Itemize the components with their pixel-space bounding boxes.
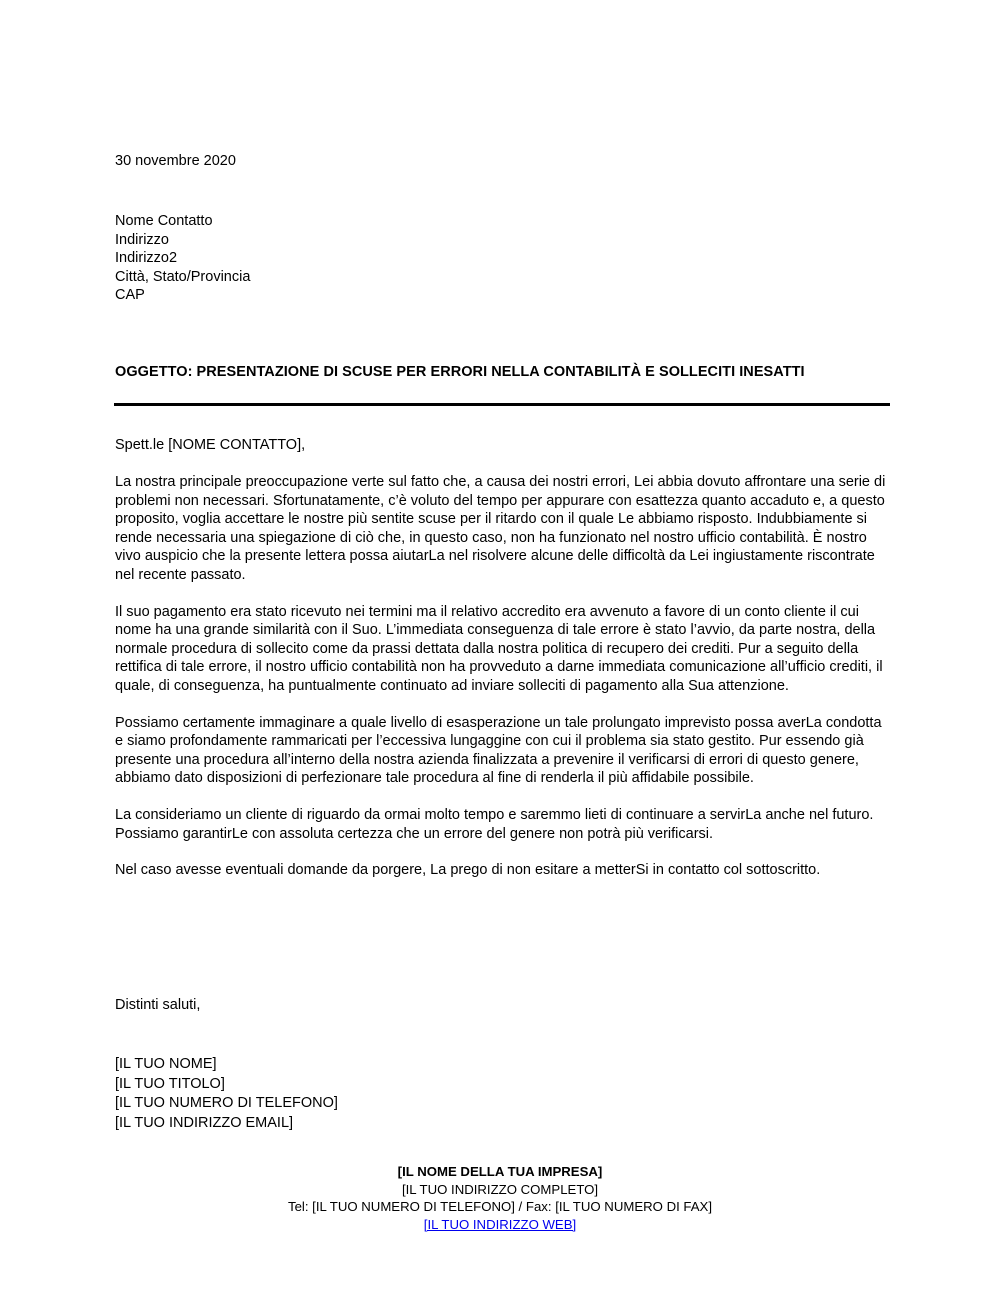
body-paragraph: La consideriamo un cliente di riguardo da ormai molto tempo e saremmo lieti di continuare a servirLa anche nel futuro. Possiamo garantirLe con assoluta certezza che un errore del genere non potrà più verificarsi. bbox=[115, 806, 874, 842]
letterhead-footer bbox=[0, 1163, 1000, 1233]
closing-line: Distinti saluti, bbox=[115, 997, 201, 1013]
subject-divider-rule bbox=[114, 403, 890, 406]
salutation: Spett.le [NOME CONTATTO], bbox=[115, 437, 306, 453]
letter-date: 30 novembre 2020 bbox=[115, 153, 236, 169]
footer-website-link[interactable]: [IL TUO INDIRIZZO WEB] bbox=[423, 1216, 577, 1232]
body-paragraph: Possiamo certamente immaginare a quale livello di esasperazione un tale prolungato imprevisto possa averLa condotta e siamo profondamente rammaricati per l’eccessiva lungaggine con cui il problema sia stato gestito. Pur essendo già presente una procedura all’interno della nostra azienda finalizzata a prevenire il verificarsi di errori di questo genere, abbiamo dato disposizioni di perfezionare tale procedura al fine di renderla il più affidabile possibile. bbox=[115, 714, 882, 787]
signature-name: [IL TUO NOME] bbox=[115, 1056, 217, 1072]
recipient-line-city-state: Città, Stato/Provincia bbox=[115, 268, 251, 285]
recipient-line-address1: Indirizzo bbox=[115, 231, 169, 248]
recipient-line-name: Nome Contatto bbox=[115, 213, 213, 229]
recipient-line-address2: Indirizzo2 bbox=[115, 250, 178, 266]
signature-title: [IL TUO TITOLO] bbox=[115, 1075, 225, 1092]
signature-email: [IL TUO INDIRIZZO EMAIL] bbox=[115, 1114, 294, 1131]
signature-phone: [IL TUO NUMERO DI TELEFONO] bbox=[115, 1095, 338, 1111]
footer-company-name: [IL NOME DELLA TUA IMPRESA] bbox=[397, 1164, 603, 1179]
body-paragraph: Il suo pagamento era stato ricevuto nei termini ma il relativo accredito era avvenuto a favore di un conto cliente il cui nome ha una grande similarità con il Suo. L’immediata conseguenza di tale errore è stato l’avvio, da parte nostra, della normale procedura di sollecito come da prassi dettata dalla nostra politica di recupero dei crediti. Pur a seguito della rettifica di tale errore, il nostro ufficio contabilità non ha provveduto a darne immediata comunicazione all’ufficio crediti, il quale, di conseguenza, ha puntualmente continuato ad inviare solleciti di pagamento alla Sua attenzione. bbox=[115, 603, 883, 694]
footer-company-address: [IL TUO INDIRIZZO COMPLETO] bbox=[401, 1181, 599, 1197]
recipient-address-block bbox=[115, 212, 250, 305]
recipient-line-postal-code: CAP bbox=[115, 287, 145, 303]
body-paragraph: Nel caso avesse eventuali domande da porgere, La prego di non esitare a metterSi in contatto col sottoscritto. bbox=[115, 862, 821, 879]
subject-line: OGGETTO: PRESENTAZIONE DI SCUSE PER ERRORI NELLA CONTABILITÀ E SOLLECITI INESATTI bbox=[115, 364, 805, 380]
letter-body bbox=[115, 473, 893, 898]
signature-block bbox=[115, 1055, 338, 1133]
footer-company-contact: Tel: [IL TUO NUMERO DI TELEFONO] / Fax: [IL TUO NUMERO DI FAX] bbox=[287, 1199, 713, 1214]
body-paragraph: La nostra principale preoccupazione verte sul fatto che, a causa dei nostri errori, Lei abbia dovuto affrontare una serie di problemi non necessari. Sfortunatamente, c’è voluto del tempo per appurare con esattezza quanto accaduto e, a questo proposito, voglia accettare le nostre più sentite scuse per il ritardo con il quale Le abbiamo risposto. Indubbiamente si rende necessaria una spiegazione di ciò che, in questo caso, non ha funzionato nel nostro ufficio contabilità. È nostro vivo auspicio che la presente lettera possa aiutarLa nel risolvere alcune delle difficoltà da Lei ingiustamente riscontrate nel recente passato. bbox=[115, 474, 886, 583]
